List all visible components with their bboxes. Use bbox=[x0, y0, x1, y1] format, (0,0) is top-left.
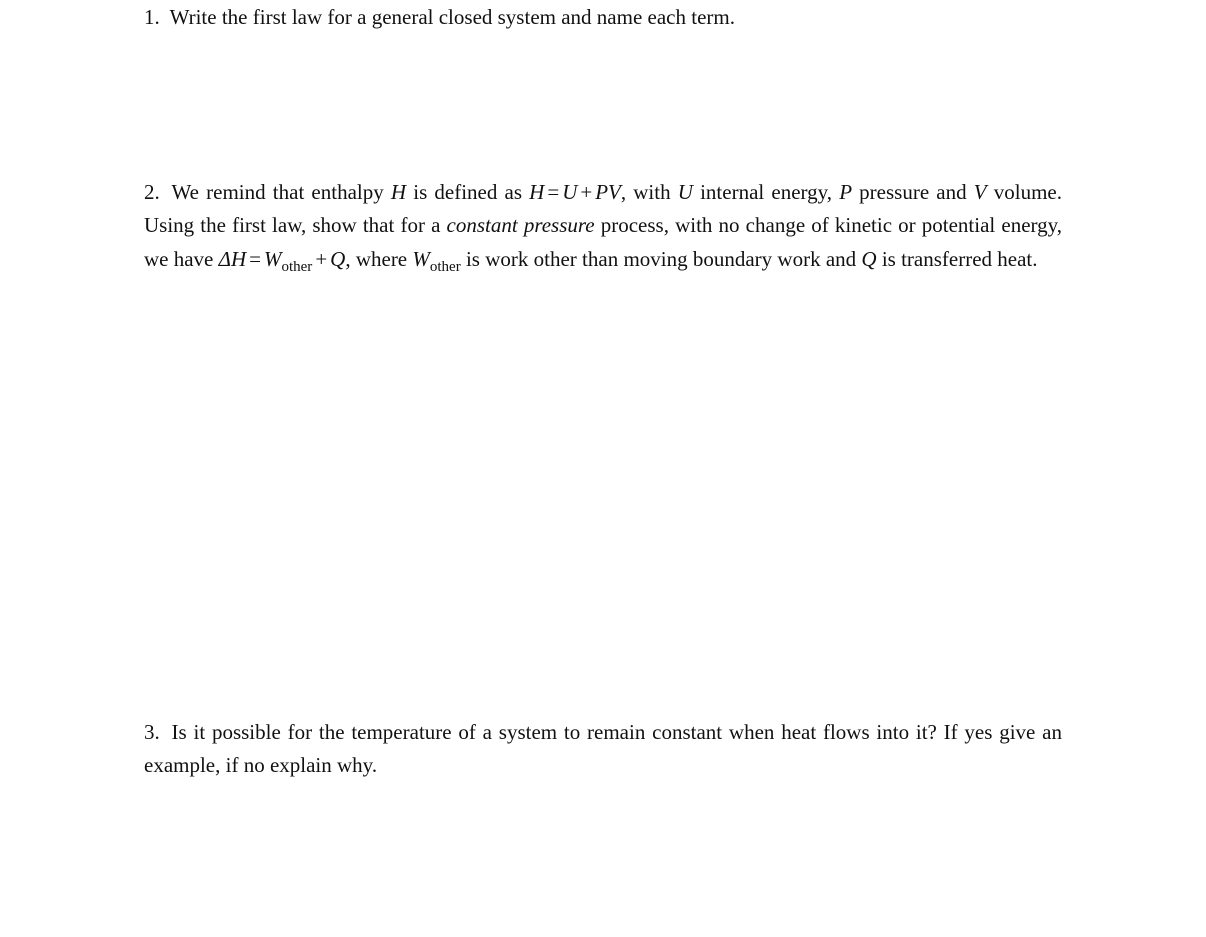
plus-sign: + bbox=[580, 180, 593, 204]
symbol-pressure: P bbox=[839, 180, 853, 204]
work-subscript-other-2: other bbox=[429, 258, 461, 275]
question-1 bbox=[144, 1, 1062, 34]
enthalpy-equation-H: H bbox=[529, 180, 545, 204]
symbol-volume: V bbox=[973, 180, 987, 204]
q2-text-7: process, with no change of kinetic or potential energy, we have bbox=[144, 213, 1063, 271]
heat-symbol-2: Q bbox=[861, 246, 877, 271]
plus-sign-2: + bbox=[315, 246, 328, 271]
equals-sign: = bbox=[547, 180, 560, 204]
equals-sign-2: = bbox=[249, 246, 261, 271]
q2-text-10: is transferred heat. bbox=[881, 246, 1038, 271]
question-2 bbox=[144, 176, 1062, 276]
q2-text-1: We remind that enthalpy bbox=[171, 180, 384, 204]
q2-text-6: volume. Using the first law, show that for a bbox=[144, 180, 1063, 238]
question-3 bbox=[144, 716, 1062, 783]
work-symbol: W bbox=[263, 246, 282, 271]
q2-text-5: pressure and bbox=[859, 180, 967, 204]
q2-text-3: , with bbox=[620, 180, 671, 204]
question-1-number: 1. bbox=[144, 5, 160, 29]
enthalpy-equation-PV: PV bbox=[595, 180, 621, 204]
work-subscript-other: other bbox=[281, 258, 313, 275]
enthalpy-equation-U: U bbox=[562, 180, 578, 204]
work-symbol-2: W bbox=[412, 246, 430, 271]
delta-H: ΔH bbox=[218, 246, 247, 271]
emphasis-constant-pressure: constant pressure bbox=[446, 213, 595, 238]
symbol-enthalpy: H bbox=[390, 180, 407, 204]
q2-text-4: internal energy, bbox=[700, 180, 833, 204]
question-1-text: Write the first law for a general closed system and name each term. bbox=[169, 5, 735, 29]
q2-text-8: , where bbox=[345, 246, 408, 271]
question-3-number: 3. bbox=[144, 720, 160, 744]
q2-text-9: is work other than moving boundary work and bbox=[465, 246, 857, 271]
question-2-number: 2. bbox=[144, 180, 160, 204]
symbol-internal-energy: U bbox=[677, 180, 693, 204]
heat-symbol: Q bbox=[330, 246, 346, 271]
q2-text-2: is defined as bbox=[413, 180, 523, 204]
question-3-text: Is it possible for the temperature of a system to remain constant when heat flows into it? If yes give an example, if no explain why. bbox=[144, 720, 1062, 778]
